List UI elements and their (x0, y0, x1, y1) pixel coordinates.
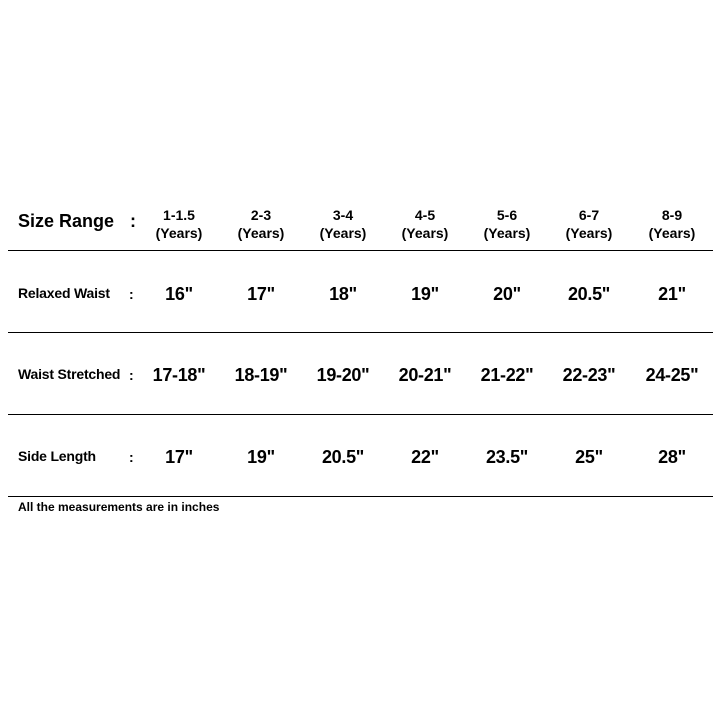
size-range-unit: (Years) (319, 225, 367, 241)
relaxed-waist-value: 18" (329, 284, 357, 304)
relaxed-waist-value: 17" (247, 284, 275, 304)
size-header-1 (139, 206, 219, 242)
side-length-value: 25" (575, 447, 603, 467)
size-range-title: Size Range (18, 211, 115, 231)
row-label-side-length: Side Length (18, 448, 96, 464)
size-range-value: 6-7 (578, 207, 600, 223)
size-range-value: 2-3 (250, 207, 272, 223)
size-range-value: 1-1.5 (163, 207, 195, 223)
size-header-5 (467, 206, 547, 242)
size-header-7 (632, 206, 712, 242)
size-range-unit: (Years) (483, 225, 531, 241)
size-range-colon: : (130, 211, 136, 231)
side-length-value: 20.5" (321, 447, 365, 467)
size-header-4 (385, 206, 465, 242)
row-label-relaxed-waist: Relaxed Waist (18, 285, 110, 301)
size-range-unit: (Years) (237, 225, 285, 241)
row-colon: : (129, 367, 134, 383)
size-header-6 (549, 206, 629, 242)
waist-stretched-value: 21-22" (480, 365, 534, 385)
row-label-waist-stretched: Waist Stretched (18, 366, 121, 382)
waist-stretched-value: 22-23" (562, 365, 616, 385)
relaxed-waist-value: 16" (165, 284, 193, 304)
size-range-value: 3-4 (332, 207, 354, 223)
side-length-value: 28" (658, 447, 686, 467)
row-colon: : (129, 286, 134, 302)
side-length-value: 19" (247, 447, 275, 467)
measurement-footnote: All the measurements are in inches (18, 500, 220, 514)
relaxed-waist-value: 21" (658, 284, 686, 304)
size-range-unit: (Years) (565, 225, 613, 241)
row-colon: : (129, 449, 134, 465)
waist-stretched-value: 20-21" (398, 365, 452, 385)
row-divider (8, 250, 713, 251)
size-range-value: 5-6 (496, 207, 518, 223)
relaxed-waist-value: 20" (493, 284, 521, 304)
side-length-value: 22" (411, 447, 439, 467)
side-length-value: 17" (165, 447, 193, 467)
size-range-value: 8-9 (661, 207, 683, 223)
size-range-unit: (Years) (401, 225, 449, 241)
waist-stretched-value: 24-25" (645, 365, 699, 385)
size-range-unit: (Years) (155, 225, 203, 241)
row-divider (8, 496, 713, 497)
relaxed-waist-value: 20.5" (567, 284, 611, 304)
waist-stretched-value: 19-20" (316, 365, 370, 385)
side-length-value: 23.5" (485, 447, 529, 467)
size-range-value: 4-5 (414, 207, 436, 223)
row-divider (8, 332, 713, 333)
size-header-2 (221, 206, 301, 242)
waist-stretched-value: 17-18" (152, 365, 206, 385)
waist-stretched-value: 18-19" (234, 365, 288, 385)
relaxed-waist-value: 19" (411, 284, 439, 304)
size-range-unit: (Years) (648, 225, 696, 241)
row-divider (8, 414, 713, 415)
size-header-3 (303, 206, 383, 242)
